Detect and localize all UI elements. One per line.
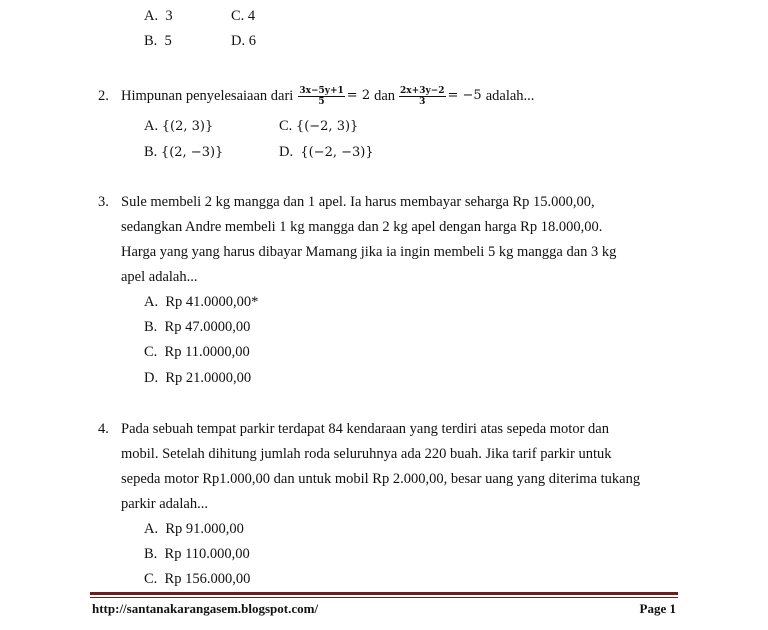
q3-line-1: Sule membeli 2 kg mangga dan 1 apel. Ia harus membayar seharga Rp 15.000,00, [121,194,595,210]
q3-option-b: B. Rp 47.0000,00 [144,319,251,335]
footer-url[interactable]: http://santanakarangasem.blogspot.com/ [92,601,319,616]
q1-option-a: A. 3 [144,8,173,24]
q3-line-3: Harga yang yang harus dibayar Mamang jika ia ingin membeli 5 kg mangga dan 3 kg [121,244,617,260]
q2-option-a: A. {(2, 3)} [144,118,214,134]
q4-option-c: C. Rp 156.000,00 [144,571,251,587]
q1-option-c: C. 4 [231,8,256,24]
q3-line-4: apel adalah... [121,269,198,285]
q2-option-c: C. {(−2, 3)} [279,118,359,134]
q3-option-a: A. Rp 41.0000,00* [144,294,259,310]
q2-fraction-2: $\frac{2x+3y-2}{3}$ [400,85,445,107]
footer-divider-thin [90,597,678,598]
q3-line-2: sedangkan Andre membeli 1 kg mangga dan 2 kg apel dengan harga Rp 18.000,00. [121,219,603,235]
footer-page-number: Page 1 [639,601,676,616]
q4-line-4: parkir adalah... [121,496,208,512]
q2-option-b: B. {(2, −3)} [144,144,224,160]
q4-line-2: mobil. Setelah dihitung jumlah roda seluruhnya ada 220 buah. Jika tarif parkir untuk [121,446,612,462]
q1-option-d: D. 6 [231,33,256,49]
q2-question: Himpunan penyelesaiaan dari $\frac{3x-5y+1}{5}$ = 2 dan $\frac{2x+3y-2}{3}$ = −5 adalah... [121,85,535,107]
q4-line-1: Pada sebuah tempat parkir terdapat 84 kendaraan yang terdiri atas sepeda motor dan [121,421,609,437]
q2-option-d: D. {(−2, −3)} [279,144,374,160]
q3-option-c: C. Rp 11.0000,00 [144,344,250,360]
q1-option-b: B. 5 [144,33,172,49]
q4-option-a: A. Rp 91.000,00 [144,521,244,537]
footer-divider-thick [90,592,678,595]
q4-line-3: sepeda motor Rp1.000,00 dan untuk mobil Rp 2.000,00, besar uang yang diterima tukang [121,471,641,487]
q4-option-b: B. Rp 110.000,00 [144,546,250,562]
q2-number: 2. [98,88,109,104]
q3-number: 3. [98,194,109,210]
q3-option-d: D. Rp 21.0000,00 [144,370,252,386]
q4-number: 4. [98,421,109,437]
q2-fraction-1: $\frac{3x-5y+1}{5}$ [299,85,344,107]
